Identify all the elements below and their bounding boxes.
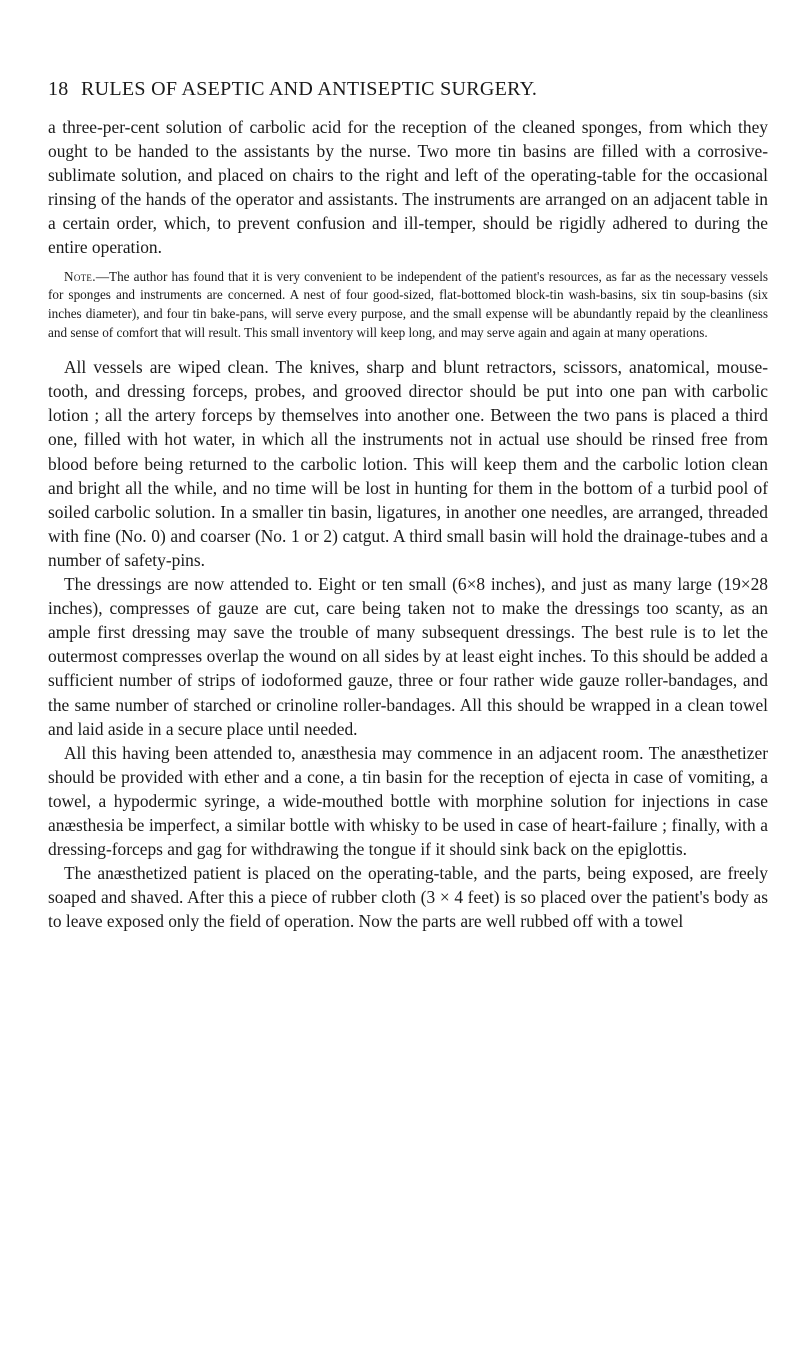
paragraph-anaesthesia: All this having been attended to, anæsthesia may commence in an adjacent room. The anæsthetizer should be provided with ether and a cone, a tin basin for the reception of ejecta in case of vomiting, a towel, a hypodermic syringe, a wide-mouthed bottle with morphine solution for injections in case anæsthesia be imperfect, a similar bottle with whisky to be used in case of heart-failure ; finally, with a dressing-forceps and gag for withdrawing the tongue if it should sink back on the epiglottis. [48,742,768,860]
running-title: RULES OF ASEPTIC AND ANTISEPTIC SURGERY. [81,78,538,100]
note-label: Note. [64,268,96,284]
page-number: 18 [48,78,69,100]
paragraph-instruments: All vessels are wiped clean. The knives, sharp and blunt retractors, scissors, anatomical, mouse-tooth, and dressing forceps, probes, and grooved director should be put into one pan with carbolic lotion ; all the artery forceps by themselves into another one. Between the two pans is placed a third one, filled with hot water, in which all the instruments not in actual use should be rinsed free from blood before being returned to the carbolic lotion. This will keep them and the carbolic lotion clean and bright all the while, and no time will be lost in hunting for them in the bottom of a turbid pool of soiled carbolic solution. In a smaller tin basin, ligatures, in another one needles, are arranged, threaded with fine (No. 0) and coarser (No. 1 or 2) catgut. A third small basin will hold the drainage-tubes and a number of safety-pins. [48,357,768,570]
note-text: —The author has found that it is very convenient to be independent of the patient's resources, as far as the necessary vessels for sponges and instruments are concerned. A nest of four good-sized, flat-bottomed block-tin wash-basins, six tin soup-basins (six inches diameter), and four tin bake-pans, will serve every purpose, and the small expense will be abundantly repaid by the cleanliness and sense of comfort that will result. This small inventory will keep long, and may serve again and again at many operations. [48,268,768,341]
paragraph-dressings: The dressings are now attended to. Eight or ten small (6×8 inches), and just as many large (19×28 inches), compresses of gauze are cut, care being taken not to make the dressings too scanty, as an ample first dressing may save the trouble of many subsequent dressings. The best rule is to let the outermost compresses overlap the wound on all sides by at least eight inches. To this should be added a sufficient number of strips of iodoformed gauze, three or four rather wide gauze roller-bandages, and the same number of starched or crinoline roller-bandages. All this should be wrapped in a clean towel and laid aside in a secure place until needed. [48,574,768,739]
running-head [48,78,748,102]
footnote-block [48,268,768,344]
paragraph-continued: a three-per-cent solution of carbolic acid for the reception of the cleaned sponges, from which they ought to be handed to the assistants by the nurse. Two more tin basins are filled with a corrosive-sublimate solution, and placed on chairs to the right and left of the operating-table for the occasional rinsing of the hands of the operator and assistants. The instruments are arranged on an adjacent table in a certain order, which, to prevent confusion and ill-temper, should be rigidly adhered to during the entire operation. [48,117,768,258]
body-text [48,115,768,933]
paragraph-patient-preparation: The anæsthetized patient is placed on the operating-table, and the parts, being exposed, are freely soaped and shaved. After this a piece of rubber cloth (3 × 4 feet) is so placed over the patient's body as to leave exposed only the field of operation. Now the parts are well rubbed off with a towel [48,863,768,932]
